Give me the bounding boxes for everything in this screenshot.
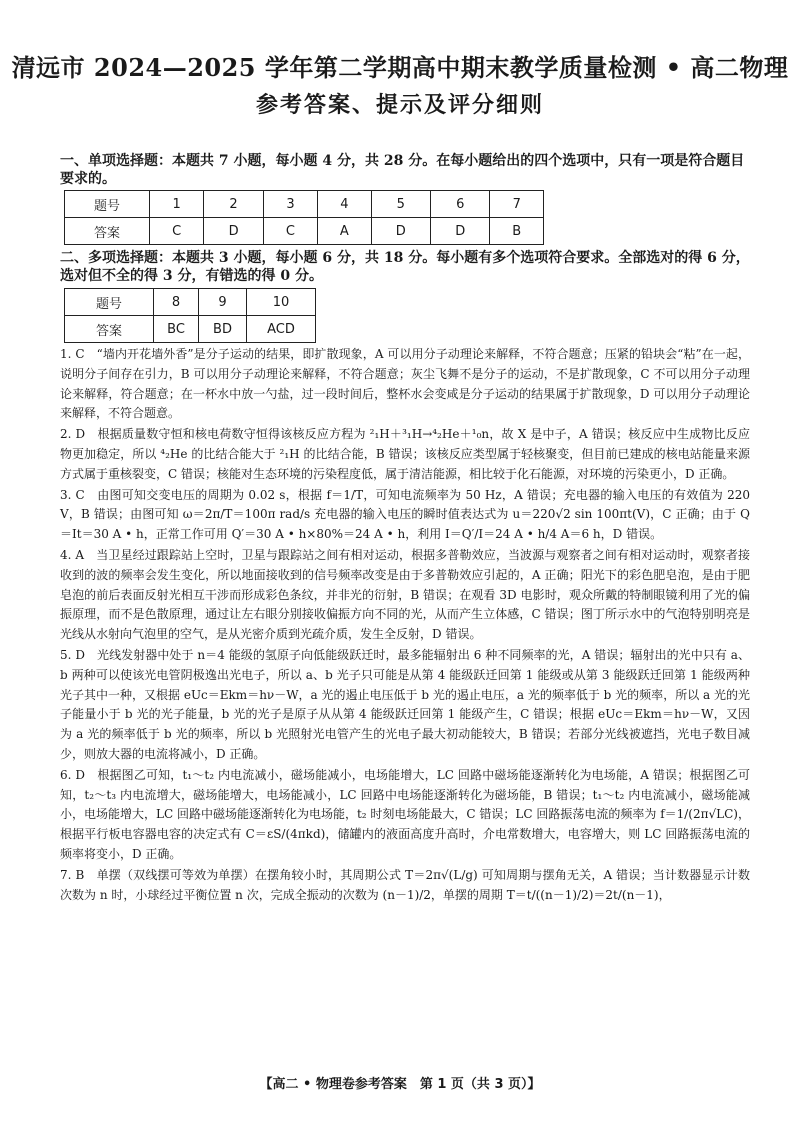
- answer-cell: BD: [199, 316, 247, 343]
- row-label: 题号: [65, 289, 154, 316]
- explanation-item: 6. D 根据图乙可知，t₁～t₂ 内电流减小，磁场能减小，电场能增大，LC 回路中磁场能逐渐转化为电场能，A 错误；根据图乙可知，t₂～t₃ 内电流增大，磁场能增大，电场能减小，LC 回路中电场能逐渐转化为磁场能，B 错误；t₁～t₂ 内电流减小，磁场能减小，电场能增大，LC 回路中磁场能逐渐转化为电场能，t₂ 时刻电场能最大，C 错误；LC 回路振荡电流的频率为 f＝1/(2π√LC)，根据平行板电容器电容的决定式有 C＝εS/(4πkd)，储罐内的液面高度升高时，介电常数增大，电容增大，则 LC 回路振荡电流的频率将变小，D 正确。: [60, 767, 750, 861]
- answer-cell: C: [150, 218, 204, 245]
- answer-cell: D: [204, 218, 263, 245]
- section2-intro: 二、多项选择题：本题共 3 小题，每小题 6 分，共 18 分。每小题有多个选项符合要求。全部选对的得 6 分，选对但不全的得 3 分，有错选的得 0 分。: [60, 250, 750, 284]
- explanation-item: 1. C “墙内开花墙外香”是分子运动的结果，即扩散现象，A 可以用分子动理论来解释，不符合题意；压紧的铅块会“粘”在一起，说明分子间存在引力，B 可以用分子动理论来解释，不符合题意；灰尘飞舞不是分子的运动，不是扩散现象，C 不可以用分子动理论来解释，符合题意；在一杯水中放一勺盐，过一段时间后，整杯水会变咸是分子运动的结果属于扩散现象，D 可以用分子动理论来解释，不符合题意。: [60, 347, 750, 421]
- row-label: 答案: [65, 316, 154, 343]
- row-label: 答案: [65, 218, 150, 245]
- page-footer: 【高二 • 物理卷参考答案 第 1 页（共 3 页）】: [259, 1077, 541, 1092]
- explanation-item: 5. D 光线发射器中处于 n＝4 能级的氢原子向低能级跃迁时，最多能辐射出 6 种不同频率的光，A 错误；辐射出的光中只有 a、b 两种可以使该光电管阴极逸出光电子，所以 a、b 光子只可能是从第 4 能级跃迁回第 1 能级或从第 3 能级跃迁回第 1 能级两种光子其中一种，又根据 eUc＝Ekm＝hν－W，a 光的遏止电压低于 b 光的遏止电压，a 光的频率低于 b 光的频率，所以 a 光的光子能量小于 b 光的光子能量，b 光的光子是原子从从第 4 能级跃迁回第 1 能级产生，C 错误；根据 eUc＝Ekm＝hν－W，又因为 a 光的频率低于 b 光的频率，所以 b 光照射光电管产生的光电子最大初动能较大，B 错误；若部分光线被遮挡，光电子数目减少，则放大器的电流将减小，D 正确。: [60, 647, 750, 761]
- explanation-item: 7. B 单摆（双线摆可等效为单摆）在摆角较小时，其周期公式 T＝2π√(L/g) 可知周期与摆角无关，A 错误；当计数器显示计数次数为 n 时，小球经过平衡位置 n 次，完成全振动的次数为 (n－1)/2，单摆的周期 T＝t/((n－1)/2)＝2t/(n－1)，: [60, 867, 750, 902]
- answer-cell: BC: [154, 316, 199, 343]
- document-subtitle: 参考答案、提示及评分细则: [255, 92, 544, 118]
- question-number: 8: [154, 289, 199, 316]
- table-row: [65, 218, 544, 245]
- explanation-item: 2. D 根据质量数守恒和核电荷数守恒得该核反应方程为 ²₁H＋³₁H→⁴₂He＋¹₀n，故 X 是中子，A 错误；核反应中生成物比反应物更加稳定，所以 ⁴₂He 的比结合能大于 ²₁H 的比结合能，B 错误；该核反应类型属于轻核聚变，但目前已建成的核电站能量来源方式属于重核裂变，C 错误；核能对生态环境的污染程度低，属于清洁能源，相比较于化石能源，对环境的污染更小，D 正确。: [60, 427, 750, 481]
- table-row: [65, 289, 316, 316]
- question-number: 10: [246, 289, 315, 316]
- question-number: 1: [150, 191, 204, 218]
- section1-intro: 一、单项选择题：本题共 7 小题，每小题 4 分，共 28 分。在每小题给出的四个选项中，只有一项是符合题目要求的。: [60, 153, 745, 187]
- answer-cell: D: [371, 218, 430, 245]
- answer-cell: ACD: [246, 316, 315, 343]
- question-number: 9: [199, 289, 247, 316]
- answer-cell: B: [490, 218, 544, 245]
- explanations-list: [60, 345, 750, 906]
- question-number: 4: [318, 191, 371, 218]
- explanation-item: 4. A 当卫星经过跟踪站上空时，卫星与跟踪站之间有相对运动，根据多普勒效应，当波源与观察者之间有相对运动时，观察者接收到的波的频率会发生变化，所以地面接收到的信号频率改变是由于多普勒效应引起的，A 正确；阳光下的彩色肥皂泡，是由于肥皂泡的前后表面反射光相互干涉而形成彩色条纹，并非光的衍射，B 错误；在观看 3D 电影时，观众所戴的特制眼镜利用了光的偏振原理，而不是色散原理，通过让左右眼分别接收偏振方向不同的光，从而产生立体感，C 错误；图丁所示水中的气泡特别明亮是光线从水射向气泡里的空气，是从光密介质到光疏介质，发生全反射，D 错误。: [60, 547, 750, 642]
- question-number: 7: [490, 191, 544, 218]
- question-number: 6: [431, 191, 490, 218]
- row-label: 题号: [65, 191, 150, 218]
- section2-answer-table: [64, 288, 316, 343]
- answer-cell: A: [318, 218, 371, 245]
- document-title: 清远市 2024—2025 学年第二学期高中期末教学质量检测 • 高二物理: [11, 53, 789, 82]
- table-row: [65, 316, 316, 343]
- explanation-item: 3. C 由图可知交变电压的周期为 0.02 s，根据 f＝1/T，可知电流频率为 50 Hz，A 错误；充电器的输入电压的有效值为 220 V，B 错误；由图可知 ω＝2π/T＝100π rad/s 充电器的输入电压的瞬时值表达式为 u＝220√2 sin 100πt(V)，C 正确；由于 Q＝It＝30 A • h，正常工作可用 Q′＝30 A • h×80%＝24 A • h，利用 I＝Q′/I＝24 A • h/4 A＝6 h，D 错误。: [60, 487, 750, 542]
- question-number: 2: [204, 191, 263, 218]
- table-row: [65, 191, 544, 218]
- answer-cell: C: [263, 218, 317, 245]
- section1-answer-table: [64, 190, 544, 245]
- question-number: 5: [371, 191, 430, 218]
- question-number: 3: [263, 191, 317, 218]
- answer-cell: D: [431, 218, 490, 245]
